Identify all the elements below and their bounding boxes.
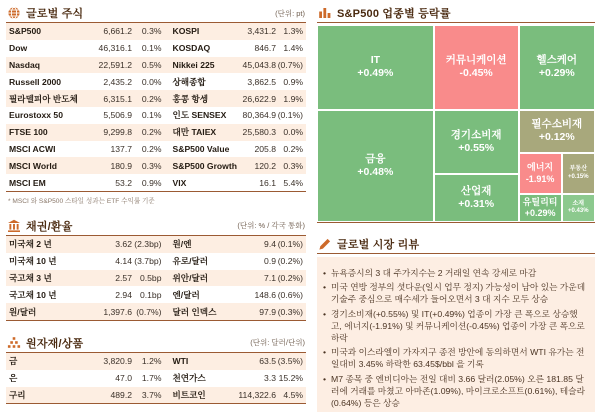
instrument-change: (0.1%) — [277, 239, 303, 250]
review-bullet — [323, 308, 587, 344]
instrument-name: 홍콩 항셍 — [172, 93, 209, 104]
instrument-name: S&P500 Growth — [172, 160, 237, 171]
table-row — [6, 157, 306, 174]
instrument-value: 47.0 — [115, 373, 132, 384]
sector-change: +0.15% — [568, 173, 589, 180]
instrument-name: 엔/달러 — [172, 289, 200, 300]
instrument-change: 0.9% — [141, 177, 162, 188]
review-bullet — [323, 373, 587, 409]
table-row — [6, 90, 306, 107]
instrument-value: 0.9 — [264, 256, 276, 267]
commodity-blocks-icon — [7, 336, 21, 350]
instrument-value: 53.2 — [115, 177, 132, 188]
instrument-value: 6,661.2 — [103, 26, 132, 37]
instrument-change: 0.9% — [283, 76, 303, 87]
treemap-tile-energy — [519, 153, 562, 194]
instrument-name: KOSPI — [172, 26, 200, 37]
instrument-name: MSCI ACWI — [9, 143, 56, 154]
commodities-table — [6, 353, 306, 404]
review-bullet — [323, 281, 587, 305]
bullet-text: M7 종목 중 엔비디아는 전일 대비 3.66 달러(2.05%) 오른 181.85 달러에 거래를 마쳤고 아마존(1.09%), 마이크로소프트(0.61%), 테슬라(0.64%) 등은 상승 — [331, 373, 585, 408]
instrument-value: 22,591.2 — [98, 59, 132, 70]
table-footnote: * MSCI 와 S&P500 스타일 성과는 ETF 수익률 기준 — [8, 197, 155, 205]
instrument-name: WTI — [172, 356, 189, 367]
sector-change: +0.55% — [458, 141, 495, 154]
sector-name: IT — [370, 54, 381, 67]
instrument-change: (3.7bp) — [134, 256, 162, 267]
table-row — [6, 353, 306, 370]
instrument-name: 미국채 10 년 — [9, 256, 57, 267]
section-title: 채권/환율 — [26, 220, 73, 233]
instrument-change: (0.7%) — [277, 59, 303, 70]
instrument-value: 80,364.9 — [242, 110, 276, 121]
instrument-change: 5.4% — [283, 177, 303, 188]
instrument-change: 0.3% — [141, 26, 162, 37]
treemap-tile-utilities — [519, 194, 562, 222]
review-bullet — [323, 267, 587, 279]
bullet-text: 미국 연방 정부의 셧다운(일시 업무 정지) 가능성이 남아 있는 가운데 기술주 중심으로 매수세가 들어오면서 3 대 지수 모두 상승 — [331, 282, 586, 304]
instrument-name: FTSE 100 — [9, 127, 48, 138]
instrument-name: 달러 인덱스 — [172, 306, 217, 317]
instrument-value: 45,043.8 — [242, 59, 276, 70]
table-row — [6, 124, 306, 141]
table-row — [6, 107, 306, 124]
section-global-stocks — [6, 4, 306, 205]
treemap-tile-communication — [434, 25, 519, 110]
sector-change: -1.91% — [525, 173, 555, 184]
sector-change: +0.48% — [357, 165, 394, 178]
instrument-name: 대만 TAIEX — [172, 127, 217, 138]
instrument-value: 3.3 — [264, 373, 276, 384]
instrument-value: 489.2 — [110, 389, 132, 400]
instrument-value: 2.94 — [115, 289, 132, 300]
treemap-tile-consumer-discretionary — [434, 110, 519, 174]
instrument-change: 0.1% — [141, 110, 162, 121]
sector-change: +0.29% — [538, 67, 575, 80]
instrument-change: (0.6%) — [277, 289, 303, 300]
instrument-value: 9,299.8 — [103, 127, 132, 138]
sector-change: +0.31% — [458, 197, 495, 210]
treemap-tile-it — [317, 25, 434, 110]
sector-name: 금융 — [365, 152, 386, 165]
instrument-name: S&P500 Value — [172, 143, 230, 154]
table-row — [6, 73, 306, 90]
instrument-change: (3.5%) — [277, 356, 303, 367]
review-bullet — [323, 346, 587, 370]
instrument-value: 9.4 — [264, 239, 276, 250]
instrument-change: 0.2% — [141, 143, 162, 154]
right-column — [317, 4, 595, 412]
bullet-text: 미국과 이스라엘이 가자지구 종전 방안에 동의하면서 WTI 유가는 전일대비 3.45% 하락한 63.45$/bbl 을 기록 — [331, 347, 585, 369]
sector-change: +0.43% — [568, 208, 589, 215]
sector-name: 필수소비재 — [531, 118, 583, 131]
treemap-tile-healthcare — [519, 25, 595, 110]
instrument-name: 필라델피아 반도체 — [9, 93, 78, 104]
sector-name: 에너지 — [527, 162, 554, 173]
sector-name: 유틸리티 — [522, 196, 558, 207]
instrument-value: 3,431.2 — [247, 26, 276, 37]
instrument-value: 16.1 — [259, 177, 276, 188]
instrument-value: 205.8 — [254, 143, 276, 154]
bullet-marker: • — [323, 373, 327, 384]
instrument-value: 7.1 — [264, 272, 276, 283]
sector-change: +0.12% — [538, 131, 575, 144]
bullet-marker: • — [323, 267, 327, 278]
instrument-value: 120.2 — [254, 160, 276, 171]
table-row — [6, 174, 306, 191]
instrument-value: 180.9 — [110, 160, 132, 171]
instrument-value: 3,862.5 — [247, 76, 276, 87]
table-row — [6, 286, 306, 303]
unit-label: (단위: 달러/단위) — [250, 338, 305, 348]
instrument-change: 1.3% — [283, 26, 303, 37]
sector-name: 커뮤니케이션 — [445, 54, 507, 67]
treemap-tile-materials — [562, 194, 595, 222]
bonds-fx-header — [6, 217, 306, 236]
instrument-name: 국고채 10 년 — [9, 289, 57, 300]
instrument-name: 국고채 3 년 — [9, 272, 52, 283]
section-title: 글로벌 시장 리뷰 — [337, 239, 420, 251]
sector-change: +0.29% — [524, 208, 556, 219]
instrument-change: 1.4% — [283, 43, 303, 54]
market-review-header — [317, 235, 595, 254]
sector-name: 헬스케어 — [536, 54, 578, 67]
instrument-name: 구리 — [9, 389, 26, 400]
bullet-text: 경기소비재(+0.55%) 및 IT(+0.49%) 업종이 가장 큰 폭으로 상승했고, 에너지(-1.91%) 및 커뮤니케이션(-0.45%) 업종이 가장 큰 폭으로 하락 — [331, 308, 585, 343]
table-row — [6, 23, 306, 40]
instrument-name: VIX — [172, 177, 187, 188]
table-row — [6, 387, 306, 404]
instrument-name: Dow — [9, 43, 28, 54]
instrument-value: 26,622.9 — [242, 93, 276, 104]
sector-name: 산업재 — [460, 184, 492, 197]
section-bonds-fx — [6, 217, 306, 321]
instrument-name: KOSDAQ — [172, 43, 211, 54]
instrument-name: 상해종합 — [172, 76, 206, 87]
instrument-change: 15.2% — [278, 373, 303, 384]
instrument-name: 원/달러 — [9, 306, 37, 317]
instrument-change: 1.2% — [141, 356, 162, 367]
instrument-value: 63.5 — [259, 356, 276, 367]
instrument-change: 4.5% — [283, 389, 303, 400]
globe-icon — [7, 6, 21, 20]
instrument-name: S&P500 — [9, 26, 42, 37]
instrument-value: 2,435.2 — [103, 76, 132, 87]
instrument-change: 0.0% — [141, 76, 162, 87]
section-commodities — [6, 334, 306, 404]
bullet-marker: • — [323, 282, 327, 292]
instrument-name: Russell 2000 — [9, 76, 62, 87]
instrument-change: (0.7%) — [136, 306, 162, 317]
table-row — [6, 253, 306, 270]
table-row — [6, 57, 306, 74]
instrument-change: (0.1%) — [277, 110, 303, 121]
instrument-name: 인도 SENSEX — [172, 110, 227, 121]
instrument-name: 천연가스 — [172, 373, 206, 384]
table-row — [6, 303, 306, 320]
treemap-tile-consumer-staples — [519, 110, 595, 153]
instrument-change: 0.3% — [141, 160, 162, 171]
left-column — [6, 4, 306, 404]
bonds-fx-table — [6, 236, 306, 321]
sector-change: -0.45% — [459, 67, 493, 80]
unit-label: (단위: pt) — [275, 8, 305, 18]
instrument-change: (0.2%) — [277, 256, 303, 267]
table-row — [6, 141, 306, 158]
instrument-name: MSCI World — [9, 160, 58, 171]
table-row — [6, 40, 306, 57]
sector-change: +0.49% — [357, 67, 394, 80]
table-row — [6, 270, 306, 287]
instrument-value: 25,580.3 — [242, 127, 276, 138]
instrument-change: 0.5bp — [139, 272, 162, 283]
instrument-change: 0.2% — [141, 127, 162, 138]
sector-name: 경기소비재 — [450, 128, 502, 141]
instrument-name: 미국채 2 년 — [9, 239, 52, 250]
section-title: 글로벌 주식 — [26, 8, 84, 20]
bullet-text: 뉴욕증시의 3 대 주가지수는 2 거래일 연속 강세로 마감 — [331, 267, 537, 278]
global-stocks-table — [6, 23, 306, 192]
instrument-name: 위안/달러 — [172, 272, 209, 283]
instrument-change: 0.2% — [283, 143, 303, 154]
instrument-value: 148.6 — [254, 289, 276, 300]
instrument-value: 114,322.6 — [238, 389, 276, 400]
instrument-value: 846.7 — [254, 43, 276, 54]
section-title: 원자재/상품 — [26, 337, 84, 350]
sector-name: 소재 — [572, 200, 585, 207]
instrument-name: 원/엔 — [172, 239, 192, 250]
table-row — [6, 236, 306, 253]
treemap-tile-industrials — [434, 174, 519, 222]
instrument-change: 0.1bp — [139, 289, 162, 300]
commodities-header — [6, 334, 306, 353]
instrument-change: 0.2% — [141, 93, 162, 104]
market-review-box — [317, 257, 595, 412]
sector-treemap-header — [317, 4, 595, 23]
instrument-change: (0.3%) — [277, 306, 303, 317]
section-market-review — [317, 235, 595, 412]
treemap-tile-real-estate — [562, 153, 595, 194]
instrument-change: 0.1% — [141, 43, 162, 54]
instrument-value: 2.57 — [115, 272, 132, 283]
instrument-change: 1.9% — [283, 93, 303, 104]
instrument-value: 137.7 — [110, 143, 132, 154]
instrument-name: MSCI EM — [9, 177, 46, 188]
instrument-change: 0.0% — [283, 127, 303, 138]
instrument-change: 3.7% — [141, 389, 162, 400]
sector-treemap — [317, 25, 595, 223]
instrument-change: 0.3% — [283, 160, 303, 171]
section-title: S&P500 업종별 등락률 — [337, 8, 451, 20]
instrument-name: 은 — [9, 373, 18, 384]
instrument-value: 46,316.1 — [98, 43, 132, 54]
instrument-name: 유로/달러 — [172, 256, 209, 267]
treemap-tile-financials — [317, 110, 434, 222]
unit-label: (단위: % / 각국 통화) — [237, 221, 305, 231]
bank-icon — [7, 219, 21, 233]
instrument-value: 1,397.6 — [103, 306, 132, 317]
table-row — [6, 370, 306, 387]
instrument-value: 3.62 — [115, 239, 132, 250]
instrument-name: Nikkei 225 — [172, 59, 215, 70]
instrument-name: Nasdaq — [9, 59, 41, 70]
instrument-value: 3,820.9 — [103, 356, 132, 367]
instrument-value: 4.14 — [115, 256, 132, 267]
instrument-name: 금 — [9, 356, 18, 367]
global-stocks-header — [6, 4, 306, 23]
sector-name: 부동산 — [569, 166, 587, 173]
bullet-marker: • — [323, 308, 327, 319]
instrument-change: (0.2%) — [277, 272, 303, 283]
pencil-icon — [318, 237, 332, 251]
instrument-change: 1.7% — [141, 373, 162, 384]
instrument-change: 0.5% — [141, 59, 162, 70]
section-sector-treemap — [317, 4, 595, 223]
instrument-change: (2.3bp) — [134, 239, 162, 250]
bar-chart-icon — [318, 6, 332, 20]
instrument-value: 6,315.1 — [103, 93, 132, 104]
instrument-name: Eurostoxx 50 — [9, 110, 63, 121]
instrument-value: 5,506.9 — [103, 110, 132, 121]
bullet-marker: • — [323, 347, 327, 357]
instrument-value: 97.9 — [259, 306, 276, 317]
instrument-name: 비트코인 — [172, 389, 206, 400]
